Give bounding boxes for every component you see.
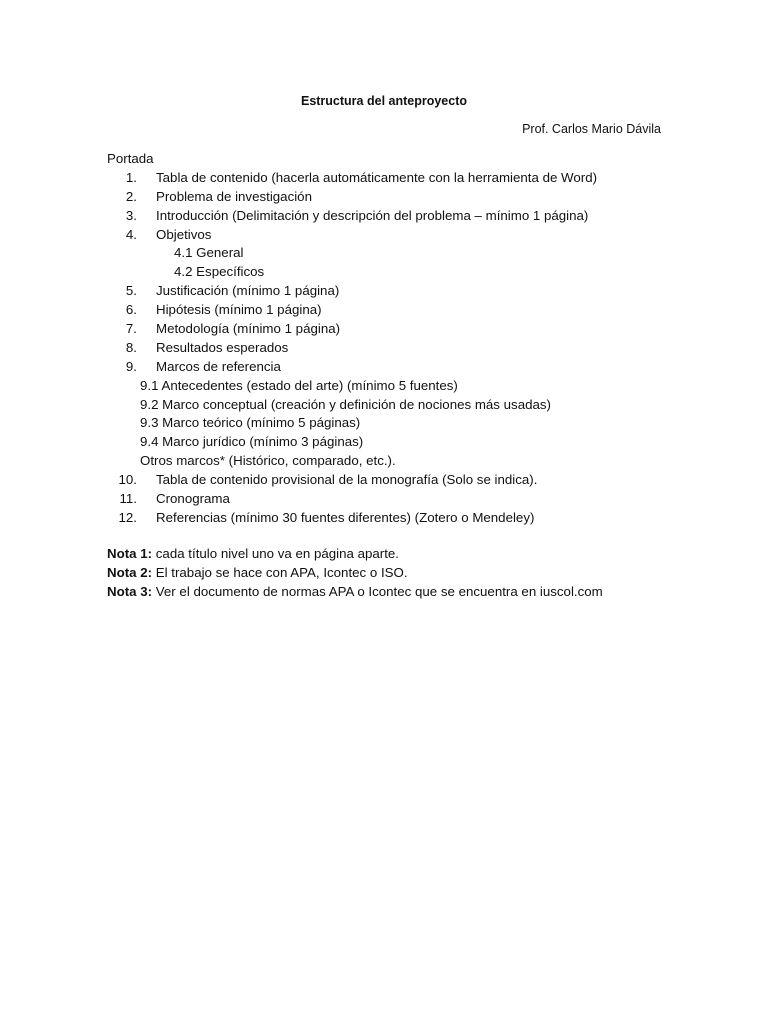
list-item-number: 8. (125, 339, 137, 355)
document-body (107, 150, 707, 601)
list-item (107, 301, 707, 320)
list-item (107, 339, 707, 358)
list-item (107, 509, 707, 528)
list-item-number: 12. (118, 509, 137, 525)
list-item (107, 282, 707, 301)
document-author: Prof. Carlos Mario Dávila (522, 122, 661, 136)
note-line (107, 545, 707, 564)
list-item-text: Cronograma (156, 491, 230, 507)
list-item-number: 9. (125, 358, 137, 374)
list-item (107, 169, 707, 188)
sub-item: 9.1 Antecedentes (estado del arte) (mínimo 5 fuentes) (140, 377, 458, 393)
list-item-text: Metodología (mínimo 1 página) (156, 321, 341, 337)
list-item (107, 226, 707, 245)
document-title: Estructura del anteproyecto (300, 94, 467, 108)
list-item-number: 7. (125, 321, 137, 337)
list-item-text: Problema de investigación (156, 188, 312, 204)
list-item-text: Hipótesis (mínimo 1 página) (156, 302, 322, 318)
list-item-text: Justificación (mínimo 1 página) (156, 283, 340, 299)
list-item (107, 358, 707, 377)
list-item-text: Marcos de referencia (156, 358, 281, 374)
note-line (107, 564, 707, 583)
list-item (107, 320, 707, 339)
sub-item: 4.2 Específicos (174, 264, 265, 280)
list-item-number: 5. (125, 283, 137, 299)
list-item-text: Resultados esperados (156, 339, 289, 355)
spacer (107, 528, 707, 545)
note-text: cada título nivel uno va en página aparte. (152, 545, 399, 561)
note-label: Nota 1: (107, 545, 153, 561)
sub-item: 9.2 Marco conceptual (creación y definición de nociones más usadas) (140, 396, 551, 412)
list-item-number: 1. (125, 169, 137, 185)
note-text: Ver el documento de normas APA o Icontec que se encuentra en iuscol.com (152, 583, 603, 599)
list-item (107, 207, 707, 226)
list-item-number: 10. (118, 472, 137, 488)
list-item-number: 3. (125, 207, 137, 223)
intro-line: Portada (107, 151, 154, 166)
list-item-number: 6. (125, 302, 137, 318)
list-item-text: Introducción (Delimitación y descripción del problema – mínimo 1 página) (156, 207, 589, 223)
sub-item: 9.4 Marco jurídico (mínimo 3 páginas) (140, 434, 364, 450)
list-item-text: Referencias (mínimo 30 fuentes diferentes) (Zotero o Mendeley) (156, 509, 535, 525)
note-text: El trabajo se hace con APA, Icontec o ISO. (152, 564, 408, 580)
list-item-text: Objetivos (156, 226, 212, 242)
list-item (107, 188, 707, 207)
sub-item: Otros marcos* (Histórico, comparado, etc.). (140, 453, 396, 469)
list-item (107, 490, 707, 509)
sub-item: 9.3 Marco teórico (mínimo 5 páginas) (140, 415, 361, 431)
sub-item: 4.1 General (174, 245, 244, 261)
note-label: Nota 2: (107, 564, 153, 580)
list-item-number: 4. (125, 226, 137, 242)
list-item-text: Tabla de contenido provisional de la monografía (Solo se indica). (156, 472, 538, 488)
list-item-number: 11. (119, 491, 137, 507)
list-item (107, 471, 707, 490)
note-label: Nota 3: (107, 583, 153, 599)
list-item-number: 2. (125, 188, 137, 204)
note-line (107, 583, 707, 602)
list-item-text: Tabla de contenido (hacerla automáticamente con la herramienta de Word) (156, 169, 598, 185)
